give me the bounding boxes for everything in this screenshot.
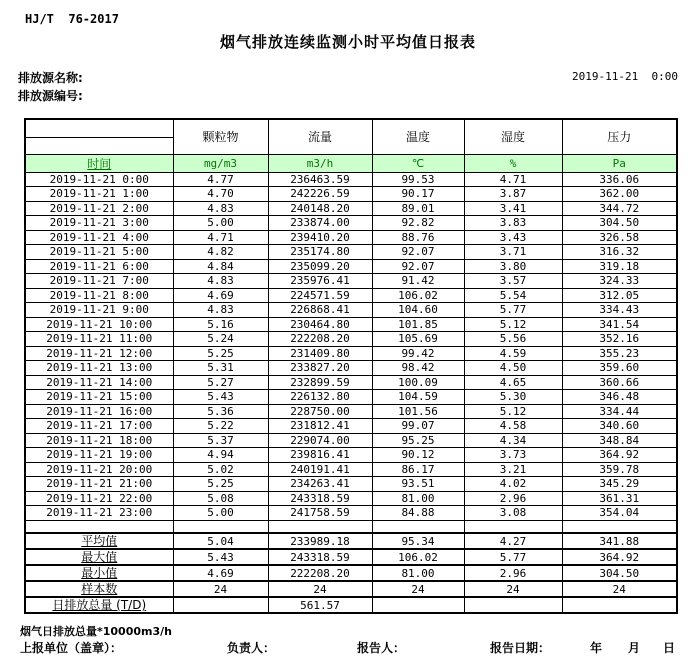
- cell-value: 319.18: [562, 259, 677, 274]
- cell-value: 304.50: [562, 565, 677, 581]
- cell-value: 4.02: [464, 477, 562, 492]
- cell-value: 233989.18: [268, 533, 372, 549]
- cell-value: 3.21: [464, 462, 562, 477]
- cell-value: 3.73: [464, 448, 562, 463]
- cell-value: 99.07: [372, 419, 464, 434]
- cell-value: 5.00: [173, 506, 268, 521]
- cell-time: 2019-11-21 11:00: [25, 332, 173, 347]
- table-row: [25, 462, 677, 477]
- time-column-header: 时间: [25, 154, 173, 172]
- cell-time: 2019-11-21 6:00: [25, 259, 173, 274]
- cell-value: 3.08: [464, 506, 562, 521]
- cell-value: 4.71: [464, 172, 562, 187]
- cell-value: 5.22: [173, 419, 268, 434]
- cell-value: 3.83: [464, 216, 562, 231]
- cell-value: 100.09: [372, 375, 464, 390]
- table-row: [25, 375, 677, 390]
- cell-value: 324.33: [562, 274, 677, 289]
- empty-cell: [562, 520, 677, 533]
- cell-value: 101.85: [372, 317, 464, 332]
- cell-value: 101.56: [372, 404, 464, 419]
- summary-label: 最大值: [25, 549, 173, 565]
- cell-value: 3.71: [464, 245, 562, 260]
- cell-value: 99.53: [372, 172, 464, 187]
- summary-row: [25, 581, 677, 597]
- table-row: [25, 172, 677, 187]
- table-row: [25, 404, 677, 419]
- report-unit-label: 上报单位（盖章）：: [20, 641, 123, 655]
- time-header-blank-bottom: [25, 137, 173, 154]
- reporter-label: 报告人：: [357, 641, 406, 655]
- cell-value: 95.25: [372, 433, 464, 448]
- table-row: [25, 491, 677, 506]
- table-row: [25, 390, 677, 405]
- cell-value: 5.43: [173, 549, 268, 565]
- cell-value: 4.70: [173, 187, 268, 202]
- cell-value: 81.00: [372, 565, 464, 581]
- cell-value: 84.88: [372, 506, 464, 521]
- cell-value: [173, 597, 268, 613]
- cell-time: 2019-11-21 1:00: [25, 187, 173, 202]
- data-rows: [25, 172, 677, 520]
- cell-value: 226868.41: [268, 303, 372, 318]
- cell-value: 236463.59: [268, 172, 372, 187]
- cell-value: 242226.59: [268, 187, 372, 202]
- table-row: [25, 274, 677, 289]
- cell-time: 2019-11-21 7:00: [25, 274, 173, 289]
- cell-value: 99.42: [372, 346, 464, 361]
- summary-row: [25, 597, 677, 613]
- responsible-person-label: 负责人：: [227, 641, 276, 655]
- cell-value: 3.41: [464, 201, 562, 216]
- cell-value: 5.12: [464, 404, 562, 419]
- cell-value: 226132.80: [268, 390, 372, 405]
- cell-value: 2.96: [464, 565, 562, 581]
- empty-cell: [173, 520, 268, 533]
- cell-time: 2019-11-21 16:00: [25, 404, 173, 419]
- standard-number: HJ/T 76-2017: [25, 12, 119, 26]
- cell-value: 5.00: [173, 216, 268, 231]
- cell-value: 5.08: [173, 491, 268, 506]
- cell-value: 230464.80: [268, 317, 372, 332]
- cell-value: 5.56: [464, 332, 562, 347]
- empty-cell: [372, 520, 464, 533]
- table-row: [25, 332, 677, 347]
- empty-cell: [25, 520, 173, 533]
- cell-value: 4.34: [464, 433, 562, 448]
- cell-value: 2.96: [464, 491, 562, 506]
- day-label: 日: [663, 641, 676, 655]
- table-row: [25, 346, 677, 361]
- cell-value: 5.31: [173, 361, 268, 376]
- cell-value: 24: [562, 581, 677, 597]
- cell-value: 5.43: [173, 390, 268, 405]
- table-row: [25, 361, 677, 376]
- cell-value: 240191.41: [268, 462, 372, 477]
- table-row: [25, 419, 677, 434]
- cell-value: 241758.59: [268, 506, 372, 521]
- cell-value: 5.25: [173, 477, 268, 492]
- column-unit: m3/h: [268, 154, 372, 172]
- cell-value: 239816.41: [268, 448, 372, 463]
- cell-value: 231812.41: [268, 419, 372, 434]
- table-row: [25, 448, 677, 463]
- cell-time: 2019-11-21 23:00: [25, 506, 173, 521]
- cell-value: 92.07: [372, 245, 464, 260]
- cell-time: 2019-11-21 0:00: [25, 172, 173, 187]
- cell-value: 90.12: [372, 448, 464, 463]
- cell-value: 5.12: [464, 317, 562, 332]
- cell-value: 24: [464, 581, 562, 597]
- source-name-label: 排放源名称:: [18, 71, 83, 85]
- cell-value: 5.77: [464, 303, 562, 318]
- cell-value: 4.50: [464, 361, 562, 376]
- cell-value: 5.02: [173, 462, 268, 477]
- cell-value: 359.60: [562, 361, 677, 376]
- cell-value: 4.69: [173, 288, 268, 303]
- cell-value: 235976.41: [268, 274, 372, 289]
- cell-value: 348.84: [562, 433, 677, 448]
- column-unit: %: [464, 154, 562, 172]
- total-emission-note: 烟气日排放总量*10000m3/h: [20, 625, 172, 638]
- header-row-top: [25, 119, 677, 137]
- source-id-label: 排放源编号:: [18, 89, 83, 103]
- cell-value: 243318.59: [268, 491, 372, 506]
- spacer-row: [25, 520, 677, 533]
- cell-time: 2019-11-21 8:00: [25, 288, 173, 303]
- table-row: [25, 506, 677, 521]
- cell-value: 346.48: [562, 390, 677, 405]
- month-label: 月: [628, 641, 641, 655]
- signature-line: [0, 639, 696, 655]
- cell-value: 5.04: [173, 533, 268, 549]
- cell-value: 243318.59: [268, 549, 372, 565]
- cell-value: 354.04: [562, 506, 677, 521]
- summary-label: 最小值: [25, 565, 173, 581]
- cell-value: 106.02: [372, 288, 464, 303]
- cell-value: 90.17: [372, 187, 464, 202]
- cell-value: 89.01: [372, 201, 464, 216]
- cell-value: 95.34: [372, 533, 464, 549]
- cell-value: 341.54: [562, 317, 677, 332]
- table-row: [25, 187, 677, 202]
- cell-value: 86.17: [372, 462, 464, 477]
- cell-value: 5.24: [173, 332, 268, 347]
- cell-value: [464, 597, 562, 613]
- table-row: [25, 288, 677, 303]
- cell-value: 235099.20: [268, 259, 372, 274]
- cell-value: 341.88: [562, 533, 677, 549]
- cell-value: 5.30: [464, 390, 562, 405]
- column-header: 湿度: [464, 119, 562, 154]
- cell-value: 364.92: [562, 448, 677, 463]
- cell-value: 229074.00: [268, 433, 372, 448]
- cell-value: 92.07: [372, 259, 464, 274]
- cell-value: 359.78: [562, 462, 677, 477]
- cell-value: 3.57: [464, 274, 562, 289]
- cell-value: 88.76: [372, 230, 464, 245]
- cell-value: 105.69: [372, 332, 464, 347]
- cell-value: 233827.20: [268, 361, 372, 376]
- cell-value: 4.82: [173, 245, 268, 260]
- cell-value: 5.77: [464, 549, 562, 565]
- cell-time: 2019-11-21 10:00: [25, 317, 173, 332]
- cell-value: 93.51: [372, 477, 464, 492]
- cell-value: 240148.20: [268, 201, 372, 216]
- cell-value: 364.92: [562, 549, 677, 565]
- cell-time: 2019-11-21 17:00: [25, 419, 173, 434]
- cell-value: 4.59: [464, 346, 562, 361]
- cell-value: 326.58: [562, 230, 677, 245]
- cell-time: 2019-11-21 20:00: [25, 462, 173, 477]
- cell-value: 222208.20: [268, 332, 372, 347]
- cell-value: 24: [268, 581, 372, 597]
- empty-cell: [268, 520, 372, 533]
- cell-value: 3.80: [464, 259, 562, 274]
- cell-value: 316.32: [562, 245, 677, 260]
- table-row: [25, 259, 677, 274]
- report-datetime: 2019-11-21 0:00: [572, 70, 678, 83]
- cell-time: 2019-11-21 2:00: [25, 201, 173, 216]
- cell-time: 2019-11-21 19:00: [25, 448, 173, 463]
- cell-value: 5.27: [173, 375, 268, 390]
- cell-value: 4.77: [173, 172, 268, 187]
- summary-label: 样本数: [25, 581, 173, 597]
- table-row: [25, 216, 677, 231]
- cell-value: 5.25: [173, 346, 268, 361]
- cell-value: 233874.00: [268, 216, 372, 231]
- column-header: 温度: [372, 119, 464, 154]
- cell-value: [562, 597, 677, 613]
- year-label: 年: [590, 641, 603, 655]
- table-row: [25, 303, 677, 318]
- cell-time: 2019-11-21 13:00: [25, 361, 173, 376]
- cell-value: 104.60: [372, 303, 464, 318]
- table-row: [25, 433, 677, 448]
- cell-value: 561.57: [268, 597, 372, 613]
- page-title: 烟气排放连续监测小时平均值日报表: [219, 33, 476, 51]
- cell-time: 2019-11-21 9:00: [25, 303, 173, 318]
- cell-time: 2019-11-21 12:00: [25, 346, 173, 361]
- cell-value: 222208.20: [268, 565, 372, 581]
- cell-value: 334.44: [562, 404, 677, 419]
- column-header: 压力: [562, 119, 677, 154]
- cell-value: 106.02: [372, 549, 464, 565]
- cell-value: 234263.41: [268, 477, 372, 492]
- cell-value: 5.37: [173, 433, 268, 448]
- cell-value: 355.23: [562, 346, 677, 361]
- report-date-label: 报告日期：: [490, 641, 551, 655]
- cell-value: 340.60: [562, 419, 677, 434]
- cell-value: 24: [372, 581, 464, 597]
- cell-value: 24: [173, 581, 268, 597]
- cell-value: 81.00: [372, 491, 464, 506]
- table-row: [25, 230, 677, 245]
- cell-value: 4.94: [173, 448, 268, 463]
- cell-value: 4.83: [173, 303, 268, 318]
- summary-rows: [25, 520, 677, 613]
- cell-value: 4.83: [173, 274, 268, 289]
- cell-value: 4.84: [173, 259, 268, 274]
- cell-time: 2019-11-21 22:00: [25, 491, 173, 506]
- cell-value: 4.65: [464, 375, 562, 390]
- cell-value: 360.66: [562, 375, 677, 390]
- summary-label: 日排放总量 (T/D): [25, 597, 173, 613]
- cell-time: 2019-11-21 3:00: [25, 216, 173, 231]
- cell-value: 3.43: [464, 230, 562, 245]
- time-header-blank-top: [25, 119, 173, 137]
- cell-value: 336.06: [562, 172, 677, 187]
- empty-cell: [464, 520, 562, 533]
- table-row: [25, 201, 677, 216]
- column-header: 颗粒物: [173, 119, 268, 154]
- summary-row: [25, 565, 677, 581]
- cell-value: 4.27: [464, 533, 562, 549]
- cell-value: 4.83: [173, 201, 268, 216]
- cell-value: 104.59: [372, 390, 464, 405]
- column-unit: ℃: [372, 154, 464, 172]
- column-header: 流量: [268, 119, 372, 154]
- cell-value: 3.87: [464, 187, 562, 202]
- column-unit: mg/m3: [173, 154, 268, 172]
- cell-value: 304.50: [562, 216, 677, 231]
- cell-time: 2019-11-21 18:00: [25, 433, 173, 448]
- cell-value: 4.58: [464, 419, 562, 434]
- cell-time: 2019-11-21 15:00: [25, 390, 173, 405]
- cell-time: 2019-11-21 14:00: [25, 375, 173, 390]
- report-table: [24, 118, 678, 614]
- summary-row: [25, 533, 677, 549]
- table-row: [25, 317, 677, 332]
- cell-time: 2019-11-21 5:00: [25, 245, 173, 260]
- cell-value: 92.82: [372, 216, 464, 231]
- cell-value: 5.16: [173, 317, 268, 332]
- cell-value: 312.05: [562, 288, 677, 303]
- cell-value: 4.69: [173, 565, 268, 581]
- cell-value: 235174.80: [268, 245, 372, 260]
- cell-value: 98.42: [372, 361, 464, 376]
- summary-row: [25, 549, 677, 565]
- cell-value: 231409.80: [268, 346, 372, 361]
- cell-value: 239410.20: [268, 230, 372, 245]
- cell-value: 4.71: [173, 230, 268, 245]
- column-unit: Pa: [562, 154, 677, 172]
- cell-value: 232899.59: [268, 375, 372, 390]
- cell-time: 2019-11-21 4:00: [25, 230, 173, 245]
- cell-value: 361.31: [562, 491, 677, 506]
- cell-value: [372, 597, 464, 613]
- cell-value: 362.00: [562, 187, 677, 202]
- table-row: [25, 477, 677, 492]
- table-header: [25, 119, 677, 172]
- cell-value: 228750.00: [268, 404, 372, 419]
- cell-value: 224571.59: [268, 288, 372, 303]
- cell-value: 334.43: [562, 303, 677, 318]
- table-row: [25, 245, 677, 260]
- cell-value: 5.36: [173, 404, 268, 419]
- cell-value: 5.54: [464, 288, 562, 303]
- cell-value: 345.29: [562, 477, 677, 492]
- cell-value: 344.72: [562, 201, 677, 216]
- cell-value: 352.16: [562, 332, 677, 347]
- cell-time: 2019-11-21 21:00: [25, 477, 173, 492]
- units-row: [25, 154, 677, 172]
- cell-value: 91.42: [372, 274, 464, 289]
- summary-label: 平均值: [25, 533, 173, 549]
